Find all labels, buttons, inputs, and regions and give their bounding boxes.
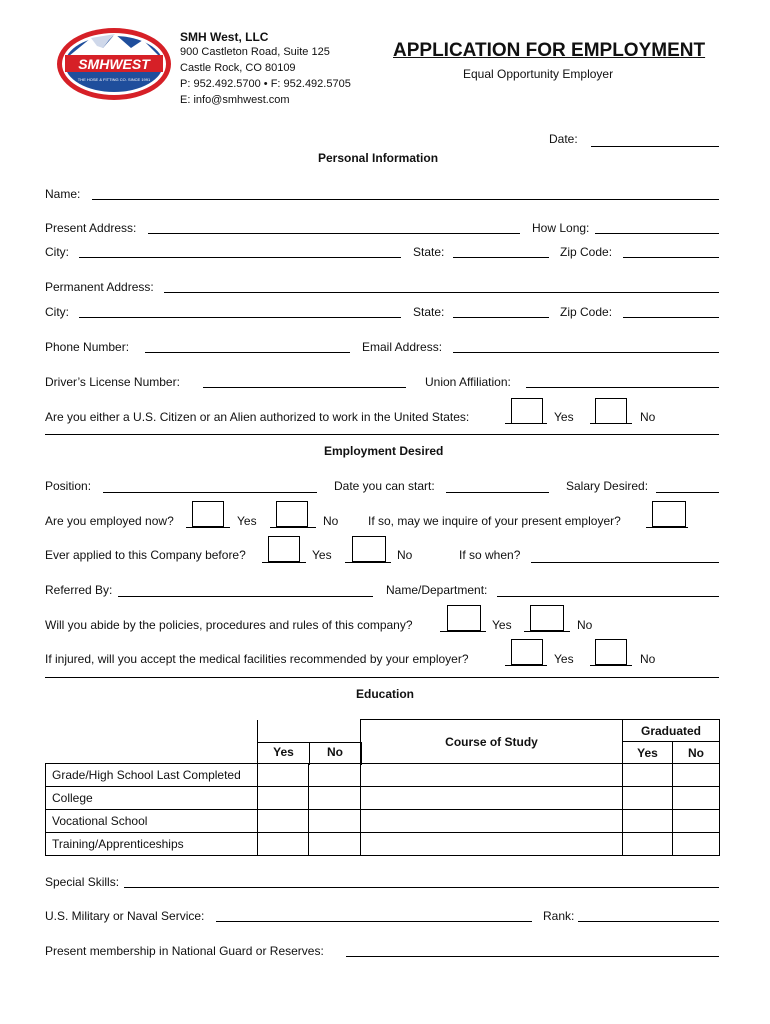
military-field[interactable] [216, 921, 532, 922]
abide-yes-label: Yes [492, 618, 512, 632]
injured-question: If injured, will you accept the medical facilities recommended by your employer? [45, 652, 469, 666]
union-field[interactable] [526, 387, 719, 388]
edu-row-label-3: Training/Apprenticeships [46, 833, 258, 856]
employed-yes-label: Yes [237, 514, 257, 528]
name-department-field[interactable] [497, 596, 719, 597]
edu-row-2-grad-no[interactable] [673, 810, 720, 833]
citizen-no-checkbox[interactable] [595, 398, 627, 424]
license-label: Driver’s License Number: [45, 375, 180, 389]
position-field[interactable] [103, 492, 317, 493]
how-long-label: How Long: [532, 221, 590, 235]
abide-question: Will you abide by the policies, procedures and rules of this company? [45, 618, 413, 632]
applied-yes-underline [262, 562, 306, 563]
state-field-2[interactable] [453, 317, 549, 318]
logo-subtext: THE HOSE & FITTING CO. SINCE 1991 [77, 77, 151, 82]
employed-no-checkbox[interactable] [276, 501, 308, 527]
state-label: State: [413, 245, 445, 259]
company-logo [55, 26, 173, 102]
email-label: Email Address: [362, 340, 443, 354]
col-graduated-yes: Yes [623, 742, 673, 764]
applied-no-underline [345, 562, 391, 563]
personal-heading: Personal Information [318, 151, 439, 165]
employed-yes-underline [186, 527, 230, 528]
company-phone: P: 952.492.5700 • F: 952.492.5705 [180, 78, 351, 90]
salary-label: Salary Desired: [566, 479, 649, 493]
referred-by-label: Referred By: [45, 583, 113, 597]
company-address2: Castle Rock, CO 80109 [180, 62, 296, 74]
injured-yes-label: Yes [554, 652, 574, 666]
injured-yes-checkbox[interactable] [511, 639, 543, 665]
employed-yes-checkbox[interactable] [192, 501, 224, 527]
edu-row-2-grad-yes[interactable] [623, 810, 673, 833]
injured-yes-underline [505, 665, 547, 666]
email-field[interactable] [453, 352, 719, 353]
edu-row-3-course[interactable] [361, 833, 623, 856]
company-address1: 900 Castleton Road, Suite 125 [180, 46, 330, 58]
table-corner [46, 720, 258, 764]
edu-row-3-grad-yes[interactable] [623, 833, 673, 856]
employed-no-label: No [323, 514, 339, 528]
employment-heading: Employment Desired [324, 444, 444, 458]
edu-row-label-1: College [46, 787, 258, 810]
company-email: E: info@smhwest.com [180, 94, 290, 106]
company-name: SMH West, LLC [180, 30, 269, 44]
zip-field[interactable] [623, 257, 719, 258]
edu-row-label-2: Vocational School [46, 810, 258, 833]
city-label: City: [45, 245, 69, 259]
permanent-address-label: Permanent Address: [45, 280, 154, 294]
applied-no-label: No [397, 548, 413, 562]
edu-row-1-no[interactable] [309, 787, 361, 810]
education-table [45, 719, 720, 856]
abide-no-checkbox[interactable] [530, 605, 564, 631]
abide-no-underline [524, 631, 570, 632]
form-title: APPLICATION FOR EMPLOYMENT [393, 40, 706, 61]
edu-row-3-grad-no[interactable] [673, 833, 720, 856]
license-field[interactable] [203, 387, 406, 388]
abide-yes-checkbox[interactable] [447, 605, 481, 631]
edu-row-1-grad-yes[interactable] [623, 787, 673, 810]
employed-now-question: Are you employed now? [45, 514, 174, 528]
abide-no-label: No [577, 618, 593, 632]
phone-label: Phone Number: [45, 340, 130, 354]
military-label: U.S. Military or Naval Service: [45, 909, 205, 923]
guard-label: Present membership in National Guard or Reserves: [45, 944, 324, 958]
col-graduated-no: No [673, 742, 720, 764]
edu-row-0-no[interactable] [309, 764, 361, 787]
if-so-when-field[interactable] [531, 562, 719, 563]
citizen-yes-checkbox[interactable] [511, 398, 543, 424]
citizen-question: Are you either a U.S. Citizen or an Alien authorized to work in the United States: [45, 410, 470, 424]
start-date-field[interactable] [446, 492, 549, 493]
education-heading: Education [356, 687, 415, 701]
edu-row-0-grad-yes[interactable] [623, 764, 673, 787]
date-field[interactable] [591, 146, 719, 147]
date-label: Date: [549, 132, 578, 146]
present-address-label: Present Address: [45, 221, 137, 235]
edu-row-1-grad-no[interactable] [673, 787, 720, 810]
applied-yes-checkbox[interactable] [268, 536, 300, 562]
divider-1 [45, 434, 719, 435]
start-date-label: Date you can start: [334, 479, 435, 493]
present-address-field[interactable] [148, 233, 520, 234]
applied-no-checkbox[interactable] [352, 536, 386, 562]
if-so-when-label: If so when? [459, 548, 521, 562]
referred-by-field[interactable] [118, 596, 373, 597]
state-field[interactable] [453, 257, 549, 258]
col-yes-no-divider [309, 742, 310, 765]
edu-row-3-no[interactable] [309, 833, 361, 856]
injured-no-label: No [640, 652, 656, 666]
edu-row-0-grad-no[interactable] [673, 764, 720, 787]
abide-yes-underline [440, 631, 486, 632]
edu-row-1-yes[interactable] [258, 787, 309, 810]
zip-label-2: Zip Code: [560, 305, 613, 319]
city-field[interactable] [79, 257, 401, 258]
form-subtitle: Equal Opportunity Employer [463, 67, 614, 81]
salary-field[interactable] [656, 492, 719, 493]
city-field-2[interactable] [79, 317, 401, 318]
zip-field-2[interactable] [623, 317, 719, 318]
edu-row-2-no[interactable] [309, 810, 361, 833]
rank-label: Rank: [543, 909, 575, 923]
citizen-no-label: No [640, 410, 656, 424]
special-skills-field[interactable] [124, 887, 719, 888]
edu-row-1-course[interactable] [361, 787, 623, 810]
union-label: Union Affiliation: [425, 375, 511, 389]
position-label: Position: [45, 479, 92, 493]
employed-no-underline [270, 527, 316, 528]
edu-row-3-yes[interactable] [258, 833, 309, 856]
edu-row-2-course[interactable] [361, 810, 623, 833]
citizen-yes-label: Yes [554, 410, 574, 424]
name-department-label: Name/Department: [386, 583, 488, 597]
inquire-underline [646, 527, 688, 528]
logo-text: SMHWEST [78, 56, 150, 72]
phone-field[interactable] [145, 352, 350, 353]
col-course-of-study: Course of Study [361, 720, 623, 764]
how-long-field[interactable] [595, 233, 719, 234]
applied-before-question: Ever applied to this Company before? [45, 548, 246, 562]
edu-row-0-yes[interactable] [258, 764, 309, 787]
rank-field[interactable] [578, 921, 719, 922]
edu-row-label-0: Grade/High School Last Completed [46, 764, 258, 787]
col-no: No [327, 745, 343, 759]
inquire-checkbox[interactable] [652, 501, 686, 527]
injured-no-checkbox[interactable] [595, 639, 627, 665]
injured-no-underline [590, 665, 632, 666]
special-skills-label: Special Skills: [45, 875, 120, 889]
edu-row-2-yes[interactable] [258, 810, 309, 833]
city-label-2: City: [45, 305, 69, 319]
guard-field[interactable] [346, 956, 719, 957]
state-label-2: State: [413, 305, 445, 319]
divider-2 [45, 677, 719, 678]
inquire-question: If so, may we inquire of your present employer? [368, 514, 621, 528]
edu-row-0-course[interactable] [361, 764, 623, 787]
col-yes: Yes [273, 745, 294, 759]
name-label: Name: [45, 187, 81, 201]
zip-label: Zip Code: [560, 245, 613, 259]
applied-yes-label: Yes [312, 548, 332, 562]
name-field[interactable] [92, 199, 719, 200]
permanent-address-field[interactable] [164, 292, 719, 293]
col-graduated: Graduated [623, 720, 720, 742]
